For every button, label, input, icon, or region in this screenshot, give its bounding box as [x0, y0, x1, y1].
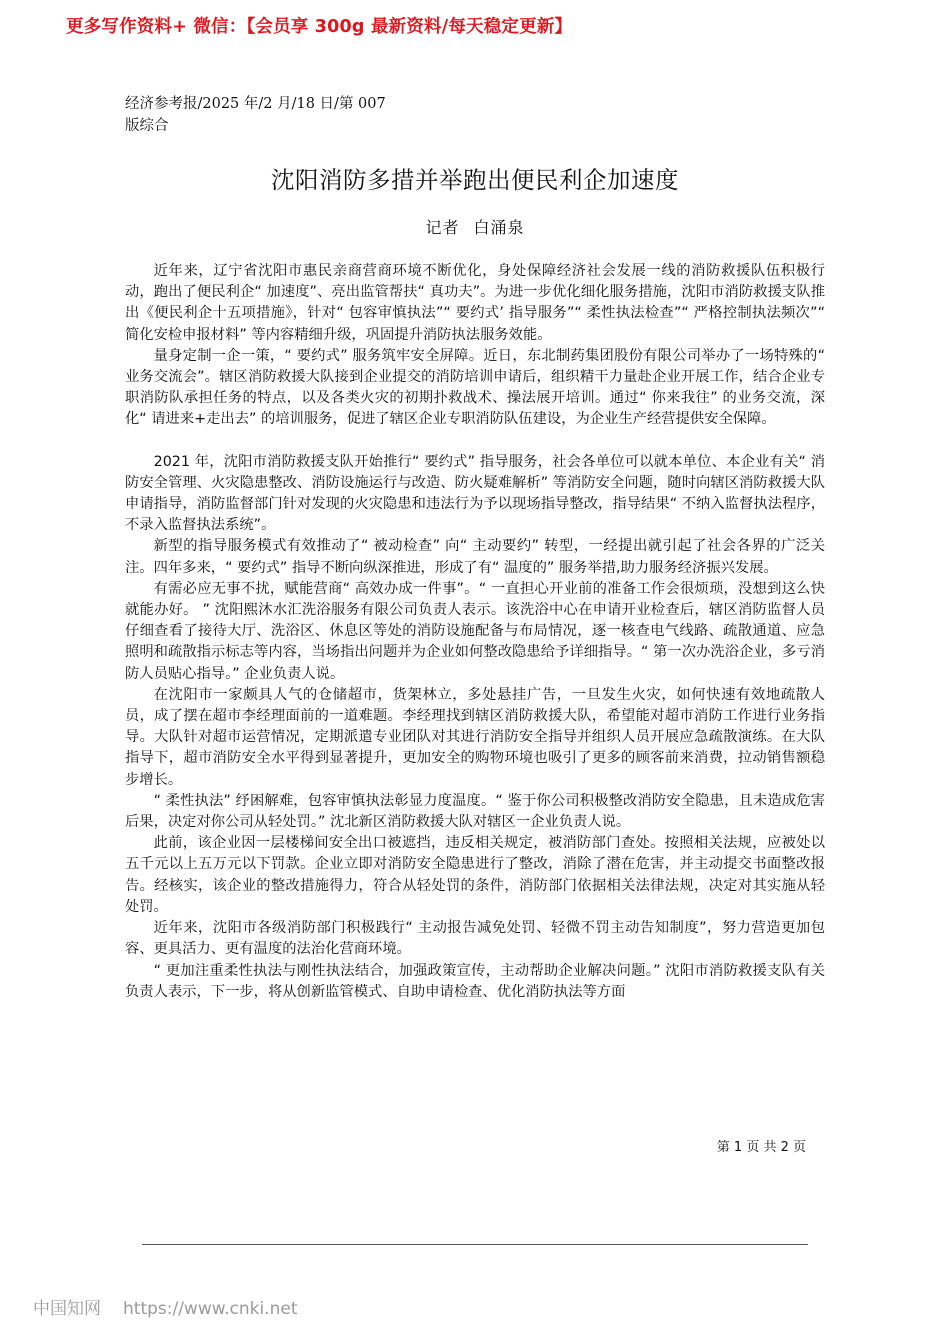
watermark-url: https://www.cnki.net — [123, 1299, 298, 1319]
watermark-logo: 中国知网 — [33, 1299, 101, 1319]
paragraph: 在沈阳市一家颇具人气的仓储超市，货架林立，多处悬挂广告，一旦发生火灾，如何快速有效地疏散人员，成了摆在超市李经理面前的一道难题。李经理找到辖区消防救援大队，希望能对超市消防工作进行业务指导。大队针对超市运营情况，定期派遣专业团队对其进行消防安全指导并组织人员开展应急疏散演练。在大队指导下，超市消防安全水平得到显著提升，更加安全的购物环境也吸引了更多的顾客前来消费，拉动销售额稳步增长。 — [125, 686, 825, 788]
paragraph: 2021 年，沈阳市消防救援支队开始推行“ 要约式” 指导服务，社会各单位可以就本单位、本企业有关“ 消防安全管理、火灾隐患整改、消防设施运行与改造、防火疑难解析” 等消防安全问题，随时向辖区消防救援大队申请指导，消防监督部门针对发现的火灾隐患和违法行为予以现场指导整改，指导结果“ 不纳入监督执法程序，不录入监督执法系统”。 — [125, 453, 825, 534]
page-number: 第 1 页 共 2 页 — [716, 1140, 806, 1155]
paragraph: 有需必应无事不扰，赋能营商“ 高效办成一件事”。“ 一直担心开业前的准备工作会很烦琐，没想到这么快就能办好。 ” 沈阳熙沐水汇洗浴服务有限公司负责人表示。该洗浴中心在申请开业检查后，辖区消防监督人员仔细查看了接待大厅、洗浴区、休息区等处的消防设施配备与布局情况，逐一核查电气线路、疏散通道、应急照明和疏散指示标志等内容，当场指出问题并为企业如何整改隐患给予详细指导。“ 第一次办洗浴企业，多亏消防人员贴心指导。” 企业负责人说。 — [125, 580, 825, 682]
paragraph: 此前，该企业因一层楼梯间安全出口被遮挡，违反相关规定，被消防部门查处。按照相关法规，应被处以五千元以上五万元以下罚款。企业立即对消防安全隐患进行了整改，消除了潜在危害，并主动提交书面整改报告。经核实，该企业的整改措施得力，符合从轻处罚的条件，消防部门依据相关法律法规，决定对其实施从轻处罚。 — [125, 835, 825, 915]
paragraph: “ 柔性执法” 纾困解难，包容审慎执法彰显力度温度。“ 鉴于你公司积极整改消防安全隐患，且未造成危害后果，决定对你公司从轻处罚。” 沈北新区消防救援大队对辖区一企业负责人说。 — [125, 792, 825, 831]
byline-role: 记者 — [425, 218, 460, 237]
watermark — [33, 1294, 297, 1319]
article-body — [125, 261, 825, 1003]
source-citation — [125, 93, 425, 137]
source-line: 经济参考报/2025 年/2 月/18 日/第 007 — [125, 96, 386, 112]
article-title: 沈阳消防多措并举跑出便民利企加速度 — [271, 166, 679, 194]
paragraph: 新型的指导服务模式有效推动了“ 被动检查” 向“ 主动要约” 转型，一经提出就引起了社会各界的广泛关注。四年多来，“ 要约式” 指导不断向纵深推进，形成了有“ 温度的” 服务举措,助力服务经济振兴发展。 — [125, 538, 825, 576]
promo-banner: 更多写作资料+ 微信：【会员享 300g 最新资料/每天稳定更新】 — [66, 17, 573, 37]
byline-author: 白涌泉 — [473, 218, 525, 237]
paragraph: 量身定制一企一策，“ 要约式” 服务筑牢安全屏障。近日，东北制药集团股份有限公司举办了一场特殊的“ 业务交流会”。辖区消防救援大队接到企业提交的消防培训申请后，组织精干力量赴企业开展工作，结合企业专职消防队承担任务的特点，以及各类火灾的初期扑救战术、操法展开培训。通过“ 你来我往” 的业务交流，深化“ 请进来+走出去” 的培训服务，促进了辖区企业专职消防队伍建设，为企业生产经营提供安全保障。 — [125, 347, 825, 428]
source-line: 版综合 — [125, 118, 169, 134]
paragraph: “ 更加注重柔性执法与刚性执法结合，加强政策宣传，主动帮助企业解决问题。” 沈阳市消防救援支队有关负责人表示，下一步，将从创新监管模式、自助申请检查、优化消防执法等方面 — [125, 962, 825, 1000]
footer-divider — [142, 1244, 808, 1245]
paragraph: 近年来，沈阳市各级消防部门积极践行“ 主动报告减免处罚、轻微不罚主动告知制度”，努力营造更加包容、更具活力、更有温度的法治化营商环境。 — [125, 920, 825, 958]
paragraph: 近年来，辽宁省沈阳市惠民亲商营商环境不断优化，身处保障经济社会发展一线的消防救援队伍积极行动，跑出了便民利企“ 加速度”、亮出监管帮扶“ 真功夫”。为进一步优化细化服务措施，沈阳市消防救援支队推出《便民利企十五项措施》，针对“ 包容审慎执法”“ 要约式’ 指导服务”“ 柔性执法检查”“ 严格控制执法频次”“ 简化安检申报材料” 等内容精细升级，巩固提升消防执法服务效能。 — [125, 263, 825, 343]
byline — [0, 215, 950, 238]
